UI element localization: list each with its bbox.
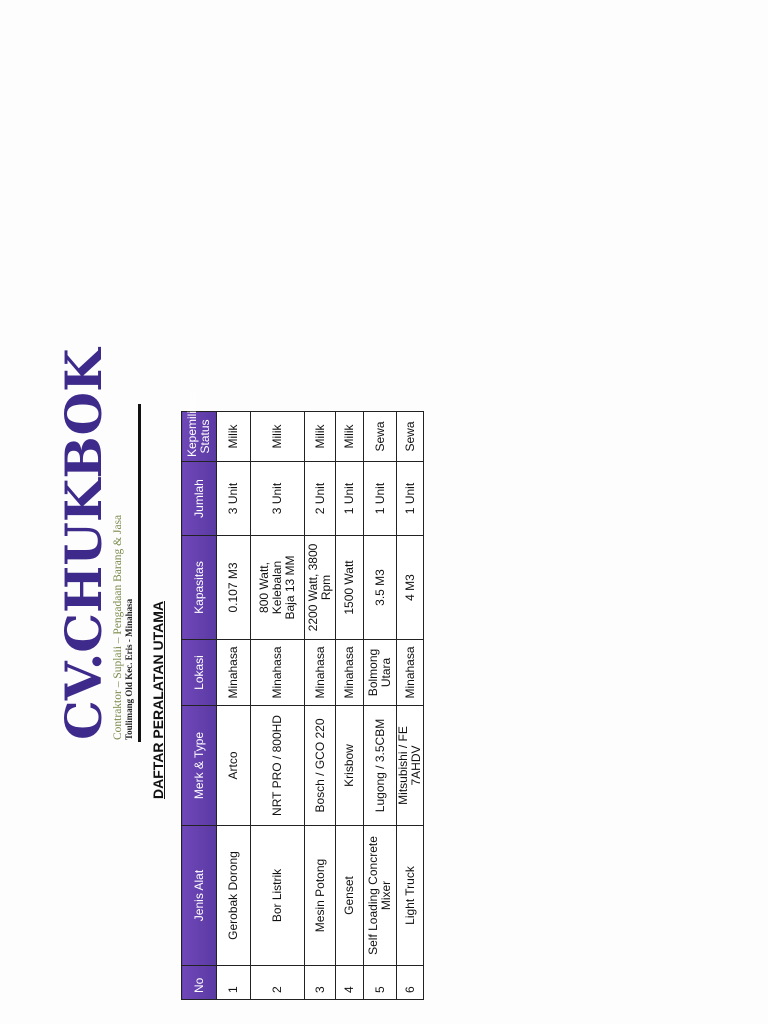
cell-jenis-alat: Mesin Potong [305, 826, 336, 966]
cell-kapasitas: 0.107 M3 [217, 536, 251, 640]
cell-kapasitas: 2200 Watt, 3800 Rpm [305, 536, 336, 640]
header-status [182, 391, 217, 462]
table-row [397, 412, 424, 1000]
header-status-line2: Status [198, 419, 212, 454]
header-jumlah: Jumlah [182, 462, 217, 536]
cell-lokasi-line2: Utara [379, 657, 393, 688]
company-name: CV.CHUKBOK [54, 348, 113, 740]
cell-merk-type: Bosch / GCO 220 [305, 706, 336, 826]
cell-no: 4 [336, 966, 364, 1000]
cell-jenis-alat: Bor Listrik [251, 826, 305, 966]
cell-lokasi: Minahasa [397, 640, 424, 706]
cell-no: 2 [251, 966, 305, 1000]
cell-jumlah: 1 Unit [364, 462, 397, 536]
cell-kapasitas: 4 M3 [397, 536, 424, 640]
cell-merk-type: Krisbow [336, 706, 364, 826]
cell-jumlah: 1 Unit [336, 462, 364, 536]
cell-no: 6 [397, 966, 424, 1000]
cell-kapasitas-line2: Baja 13 MM [283, 555, 297, 620]
table-header-row [182, 412, 217, 1000]
header-kapasitas: Kapasitas [182, 536, 217, 640]
cell-no: 3 [305, 966, 336, 1000]
cell-no: 5 [364, 966, 397, 1000]
cell-merk-type: Lugong / 3.5CBM [364, 706, 397, 826]
cell-lokasi: Minahasa [305, 640, 336, 706]
letterhead-divider [138, 404, 141, 742]
table-row [364, 412, 397, 1000]
cell-jenis-alat: Self Loading Concrete Mixer [364, 826, 397, 966]
cell-kapasitas: 1500 Watt [336, 536, 364, 640]
table-row [305, 412, 336, 1000]
cell-merk-type: Mitsubishi / FE 7AHDV [397, 706, 424, 826]
header-jenis-alat: Jenis Alat [182, 826, 217, 966]
cell-jumlah: 2 Unit [305, 462, 336, 536]
company-address: Toulimang Old Kec. Eris - Minahasa [124, 598, 134, 740]
document-title: DAFTAR PERALATAN UTAMA [150, 600, 166, 800]
company-tagline: Contraktor – Suplaii – Pengadaan Barang & Jasa [112, 514, 124, 740]
cell-lokasi [364, 640, 397, 706]
cell-status: Sewa [364, 412, 397, 462]
equipment-table [181, 391, 424, 1000]
cell-merk-type: NRT PRO / 800HD [251, 706, 305, 826]
table-row [217, 412, 251, 1000]
cell-status: Milik [217, 412, 251, 462]
table-row [336, 412, 364, 1000]
cell-status: Milik [336, 412, 364, 462]
cell-kapasitas-line1: 800 Watt, Kelebalan [257, 560, 284, 615]
header-lokasi: Lokasi [182, 640, 217, 706]
cell-status: Milik [305, 412, 336, 462]
cell-lokasi: Minahasa [217, 640, 251, 706]
cell-lokasi-line1: Bolmong [366, 648, 380, 697]
cell-jumlah: 1 Unit [397, 462, 424, 536]
cell-status: Milik [251, 412, 305, 462]
cell-jenis-alat: Gerobak Dorong [217, 826, 251, 966]
cell-jenis-alat: Light Truck [397, 826, 424, 966]
cell-kapasitas [251, 536, 305, 640]
cell-jumlah: 3 Unit [217, 462, 251, 536]
rotated-document [50, 348, 450, 1000]
header-status-line1: Kepemilikan [185, 391, 199, 457]
cell-merk-type: Artco [217, 706, 251, 826]
cell-kapasitas: 3.5 M3 [364, 536, 397, 640]
cell-jumlah: 3 Unit [251, 462, 305, 536]
table-row [251, 412, 305, 1000]
letterhead [54, 348, 134, 740]
cell-lokasi: Minahasa [336, 640, 364, 706]
cell-jenis-alat: Genset [336, 826, 364, 966]
cell-no: 1 [217, 966, 251, 1000]
cell-status: Sewa [397, 412, 424, 462]
header-merk-type: Merk & Type [182, 706, 217, 826]
header-no: No [182, 966, 217, 1000]
cell-lokasi: Minahasa [251, 640, 305, 706]
